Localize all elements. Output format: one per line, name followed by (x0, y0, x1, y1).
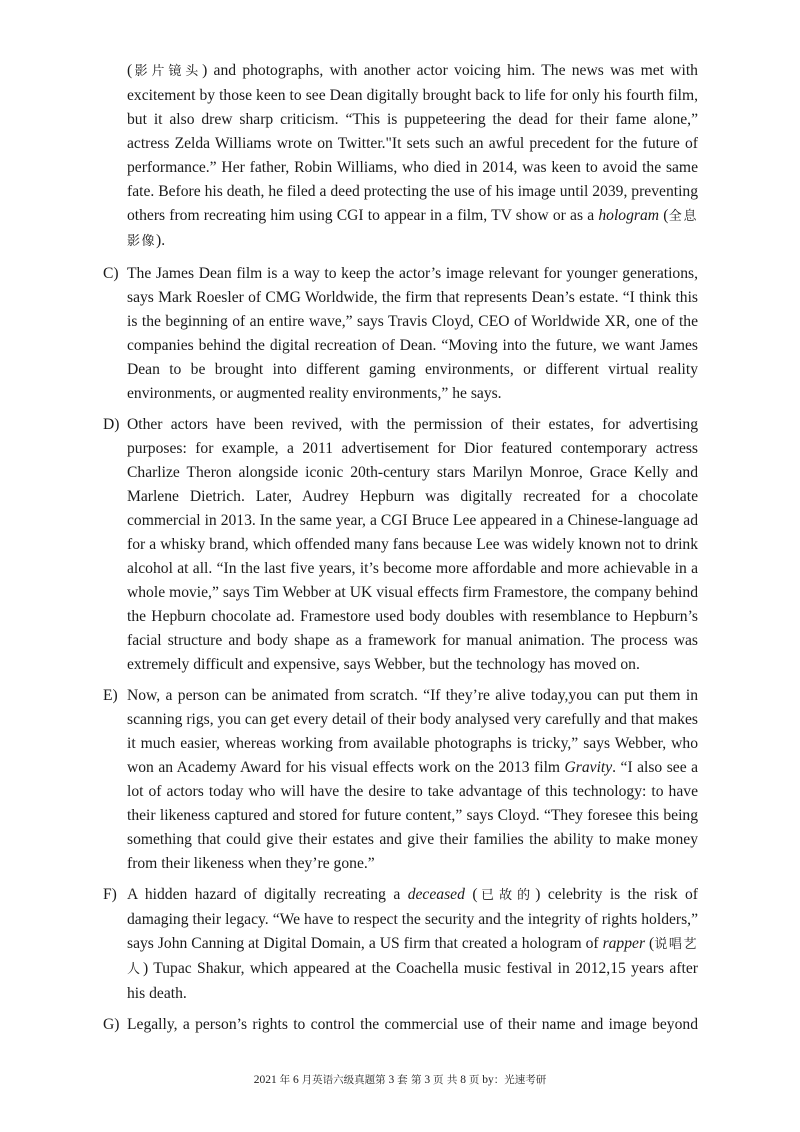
footer-page-number: 3 (424, 1074, 431, 1086)
italic-term: hologram (598, 207, 660, 224)
footer-month: 6 (293, 1074, 299, 1086)
italic-term: rapper (602, 935, 646, 952)
paragraph-c: C) The James Dean film is a way to keep the actor’s image relevant for younger generations, says Mark Roesler of CMG Worldwide, the firm that represents Dean’s estate. “I think this is the beginning of an entire wave,” says Travis Cloyd, CEO of Worldwide XR, one of the companies behind the digital recreation of Dean. “Moving into the future, we want James Dean to be brought into different gaming environments, or different virtual reality environments, or augmented reality environments,” he says. (103, 262, 698, 406)
footer-text-year-suffix: 年 (279, 1074, 291, 1086)
chinese-gloss: 已故的 (477, 888, 536, 903)
footer-text-exam: 月英语六级真题第 (301, 1074, 386, 1086)
paragraph-g: G) Legally, a person’s rights to control the commercial use of their name and image beyond (103, 1013, 698, 1037)
italic-term: deceased (407, 886, 465, 903)
paragraph-d: D) Other actors have been revived, with the permission of their estates, for advertising purposes: for example, a 2011 advertisement for Dior featured contemporary actress Charlize Theron alongside iconic 20th-century stars Marilyn Monroe, Grace Kelly and Marlene Dietrich. Later, Audrey Hepburn was digitally recreated for a chocolate commercial in 2013. In the same year, a CGI Bruce Lee appeared in a Chinese-language ad for a whisky brand, which offended many fans because Lee was widely known not to drink alcohol at all. “In the last five years, it’s become more affordable and more achievable in a whole movie,” says Tim Webber at UK visual effects firm Framestore, the company behind the Hepburn chocolate ad. Framestore used body doubles with resemblance to Hepburn’s facial structure and body shape as a framework for manual animation. The process was extremely difficult and expensive, says Webber, but the technology has moved on. (103, 413, 698, 677)
chinese-gloss: 全息影像 (127, 209, 698, 249)
chinese-gloss: 影片镜头 (132, 64, 203, 79)
footer-year: 2021 (253, 1074, 277, 1086)
paragraph-f: F) A hidden hazard of digitally recreating a deceased (已故的) celebrity is the risk of damaging their legacy. “We have to respect the security and the integrity of rights holders,” says John Canning at Digital Domain, a US firm that created a hologram of rapper (说唱艺人) Tupac Shakur, which appeared at the Coachella music festival in 2012,15 years after his death. (103, 883, 698, 1006)
footer-author: ：光速考研 (493, 1074, 547, 1086)
article-body (103, 59, 698, 1044)
paragraph-e: E) Now, a person can be animated from scratch. “If they’re alive today,you can put them in scanning rigs, you can get every detail of their body analysed very carefully and that makes it much easier, whereas working from available photographs is tricky,” says Webber, who won an Academy Award for his visual effects work on the 2013 film Gravity. “I also see a lot of actors today who will have the desire to take advantage of this technology: to have their likeness captured and stored for future content,” says Cloyd. “They foresee this being something that could give their estates and give their families the ability to make money from their likeness when they’re gone.” (103, 684, 698, 876)
chinese-gloss: 说唱艺人 (127, 937, 699, 977)
page-footer (0, 1071, 800, 1089)
paragraph-label-d: D) (103, 416, 120, 433)
paragraph-label-g: G) (103, 1016, 120, 1033)
paragraph-label-e: E) (103, 687, 118, 704)
footer-text-page-label: 套 第 (397, 1074, 422, 1086)
footer-set-number: 3 (388, 1074, 395, 1086)
footer-text-page-suffix: 页 (468, 1074, 480, 1086)
italic-term: Gravity (564, 759, 613, 776)
footer-text-total-label: 页 共 (433, 1074, 458, 1086)
footer-total-pages: 8 (460, 1074, 466, 1086)
paragraph-label-f: F) (103, 886, 117, 903)
footer-by: by (482, 1074, 494, 1086)
paragraph-label-c: C) (103, 265, 119, 282)
paragraph-b-continuation: (影片镜头) and photographs, with another actor voicing him. The news was met with excitement by those keen to see Dean digitally brought back to life for only his fourth film, but it also drew sharp criticism. “This is puppeteering the dead for their fame alone,” actress Zelda Williams wrote on Twitter."It sets such an awful precedent for the future of performance.” Her father, Robin Williams, who died in 2014, was keen to avoid the same fate. Before his death, he filed a deed protecting the use of his image until 2039, preventing others from recreating him using CGI to appear in a film, TV show or as a hologram (全息影像). (127, 62, 698, 249)
